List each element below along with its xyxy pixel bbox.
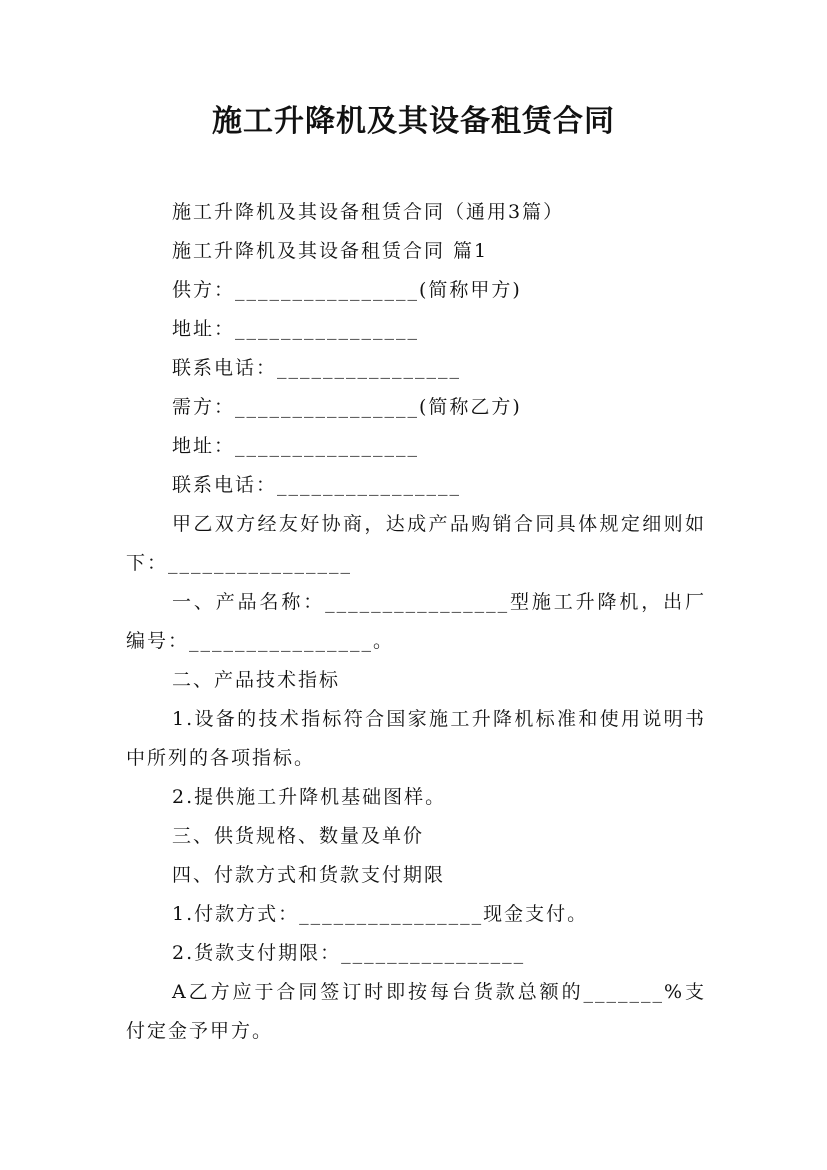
paragraph-item-4-2: 2.货款支付期限：________________ <box>172 942 526 964</box>
paragraph-agreement: 甲乙双方经友好协商，达成产品购销合同具体规定细则如下：________________ <box>126 513 706 574</box>
paragraph-buyer-phone: 联系电话：________________ <box>172 474 462 496</box>
document-body <box>126 193 706 1051</box>
paragraph-item-2-1: 1.设备的技术指标符合国家施工升降机标准和使用说明书中所列的各项指标。 <box>126 708 706 769</box>
paragraph-section-4: 四、付款方式和货款支付期限 <box>172 864 446 886</box>
paragraph-product-name: 一、产品名称：________________型施工升降机，出厂编号：________________。 <box>126 591 706 652</box>
paragraph-item-4-1: 1.付款方式：________________现金支付。 <box>172 903 589 925</box>
paragraph-item-4-a: A乙方应于合同签订时即按每台货款总额的_______%支付定金予甲方。 <box>126 981 706 1042</box>
paragraph-part-title: 施工升降机及其设备租赁合同 篇1 <box>172 240 489 262</box>
paragraph-supplier-address: 地址：________________ <box>172 318 420 340</box>
paragraph-item-2-2: 2.提供施工升降机基础图样。 <box>172 786 447 808</box>
paragraph-section-3: 三、供货规格、数量及单价 <box>172 825 425 847</box>
paragraph-buyer-address: 地址：________________ <box>172 435 420 457</box>
paragraph-supplier-phone: 联系电话：________________ <box>172 357 462 379</box>
paragraph-section-2: 二、产品技术指标 <box>172 669 341 691</box>
paragraph-buyer: 需方：________________(简称乙方) <box>172 396 522 418</box>
paragraph-supplier: 供方：________________(简称甲方) <box>172 279 522 301</box>
paragraph-heading: 施工升降机及其设备租赁合同（通用3篇） <box>172 201 565 223</box>
document-title: 施工升降机及其设备租赁合同 <box>212 104 615 139</box>
